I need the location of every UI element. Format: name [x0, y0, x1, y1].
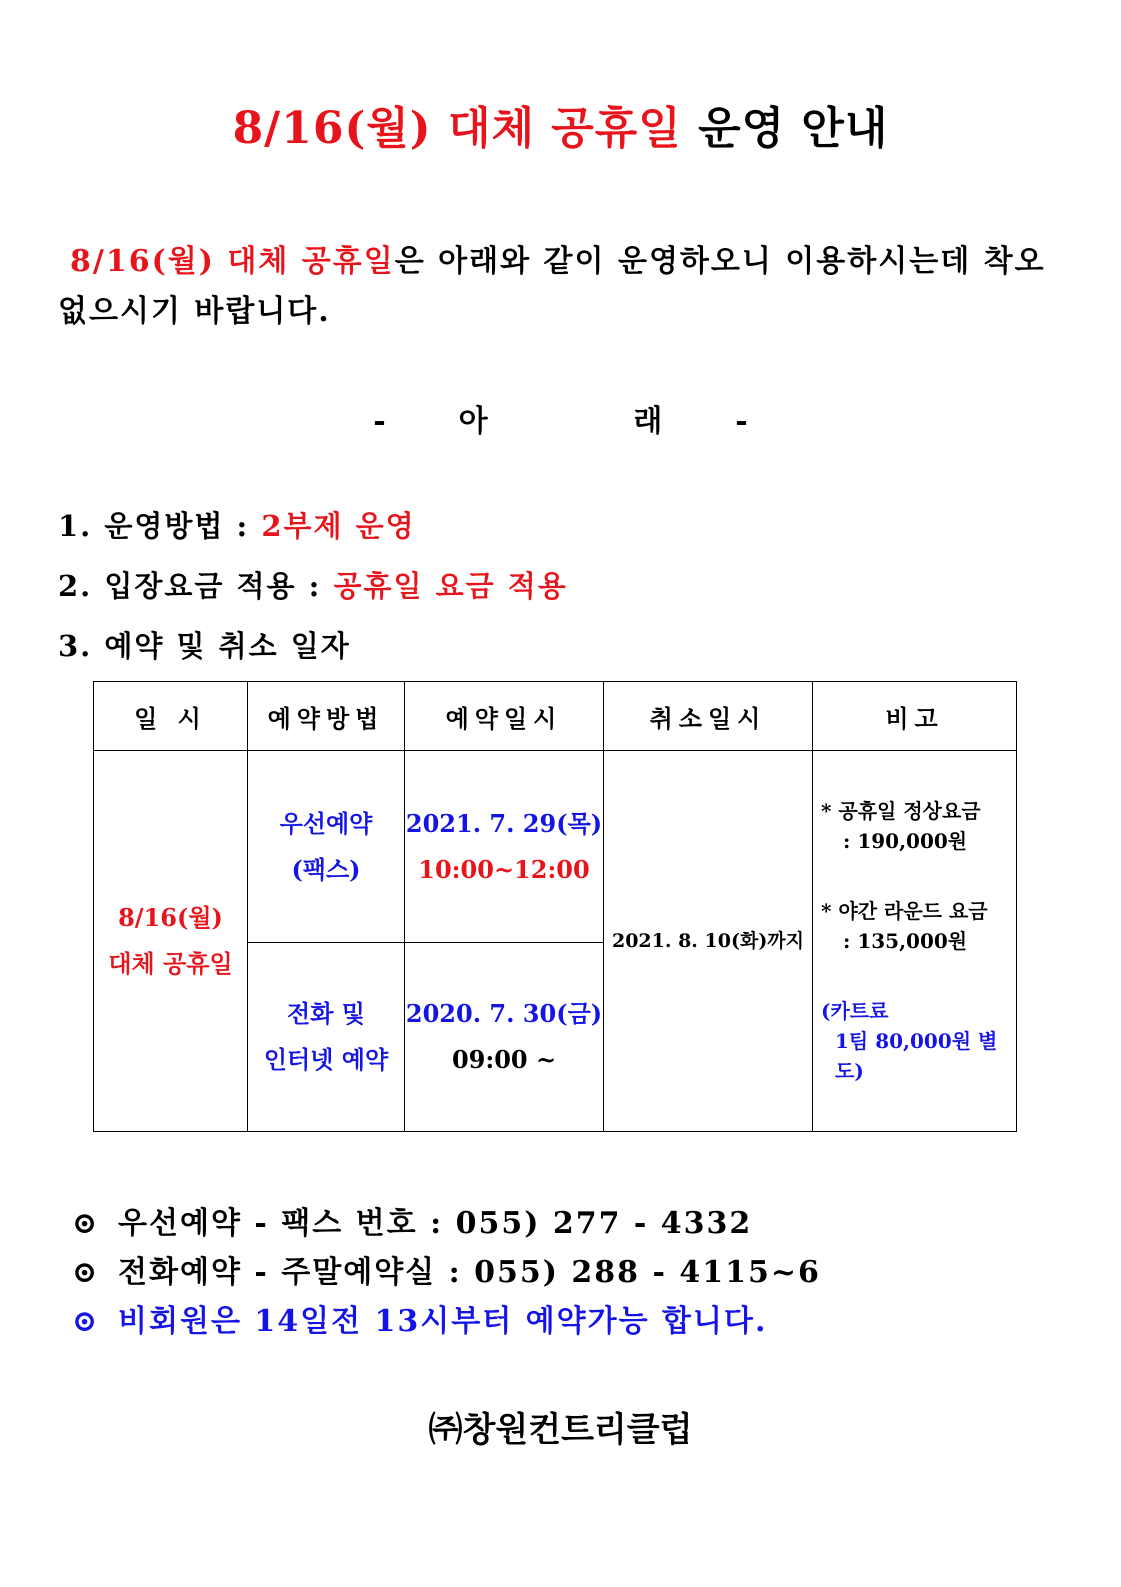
date-cell	[94, 751, 248, 1132]
cancel-cell: 2021. 8. 10(화)까지	[604, 751, 813, 1132]
reservation-table	[93, 681, 1017, 1132]
title-rest: 운영 안내	[681, 103, 889, 154]
table-row	[94, 751, 1017, 943]
table-header-row	[94, 682, 1017, 751]
page-title	[0, 92, 1121, 156]
fax-reservation-note	[72, 1198, 752, 1242]
item-operation-method	[58, 504, 416, 545]
reservation-time: 09:00 ~	[451, 1045, 557, 1074]
cart-fee-line-2: 1팀 80,000원 별도)	[835, 1029, 998, 1083]
item-value: 공휴일 요금 적용	[333, 569, 568, 603]
bullet-icon: ⊙	[72, 1255, 100, 1290]
header-method: 예약방법	[248, 682, 405, 751]
holiday-fee-label: * 공휴일 정상요금	[821, 799, 981, 823]
date-line-2: 대체 공휴일	[108, 949, 233, 978]
reservation-date: 2020. 7. 30(금)	[405, 999, 603, 1028]
title-highlight: 8/16(월) 대체 공휴일	[232, 103, 682, 154]
item-label: 3. 예약 및 취소 일자	[58, 629, 351, 663]
bullet-icon: ⊙	[72, 1304, 100, 1339]
header-reservation-time: 예약일시	[405, 682, 604, 751]
company-name: ㈜창원컨트리클럽	[428, 1410, 693, 1450]
header-remarks: 비고	[813, 682, 1017, 751]
method-line-2: 인터넷 예약	[263, 1045, 389, 1074]
header-date: 일 시	[94, 682, 248, 751]
phone-reservation-text: 전화예약 - 주말예약실 : 055) 288 - 4115~6	[118, 1255, 821, 1290]
item-reservation-dates	[58, 624, 351, 665]
header-cancel-time: 취소일시	[604, 682, 813, 751]
method-line-1: 우선예약	[279, 808, 373, 838]
non-member-text: 비회원은 14일전 13시부터 예약가능 합니다.	[118, 1304, 768, 1339]
method-line-1: 전화 및	[287, 999, 365, 1028]
method-cell	[248, 751, 405, 943]
item-label: 2. 입장요금 적용 :	[58, 569, 334, 603]
item-label: 1. 운영방법 :	[58, 509, 262, 543]
method-cell	[248, 943, 405, 1132]
reservation-date: 2021. 7. 29(목)	[405, 808, 603, 838]
reservation-time: 10:00~12:00	[418, 854, 590, 884]
bullet-icon: ⊙	[72, 1206, 100, 1241]
holiday-fee-value: : 190,000원	[843, 829, 968, 853]
method-line-2: (팩스)	[291, 854, 361, 884]
reservation-time-cell	[405, 751, 604, 943]
cart-fee-line-1: (카트료	[821, 999, 889, 1023]
item-value: 2부제 운영	[261, 509, 416, 543]
intro-highlight: 8/16(월) 대체 공휴일	[70, 244, 395, 279]
night-fee-value: : 135,000원	[843, 929, 968, 953]
intro-line-1-rest: 은 아래와 같이 운영하오니 이용하시는데 착오	[394, 244, 1046, 279]
remarks-cell	[813, 751, 1017, 1132]
intro-line-1	[70, 236, 1070, 280]
phone-reservation-note	[72, 1247, 821, 1291]
reservation-time-cell	[405, 943, 604, 1132]
fax-reservation-text: 우선예약 - 팩스 번호 : 055) 277 - 4332	[118, 1206, 753, 1241]
night-fee-label: * 야간 라운드 요금	[821, 899, 988, 923]
item-admission-fee	[58, 564, 568, 605]
below-heading: - 아 래 -	[373, 404, 748, 439]
intro-line-2: 없으시기 바랍니다.	[58, 294, 331, 329]
date-line-1: 8/16(월)	[118, 903, 223, 932]
non-member-note	[72, 1296, 767, 1340]
